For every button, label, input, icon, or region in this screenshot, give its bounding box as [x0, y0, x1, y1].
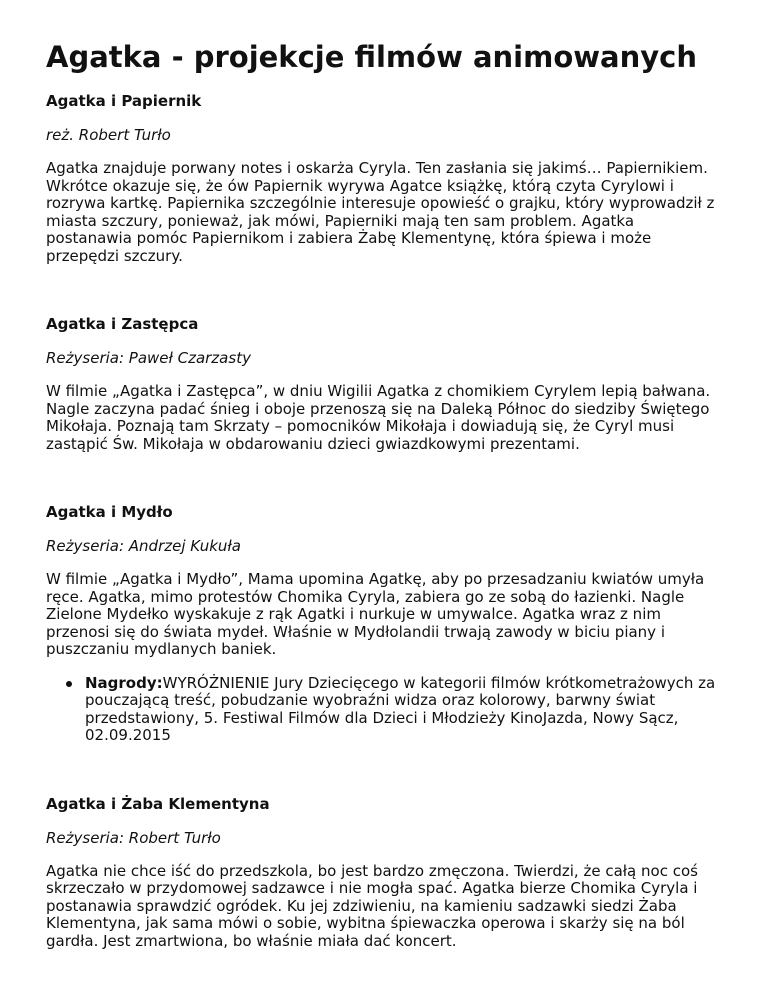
awards-list [46, 675, 722, 745]
film-title: Agatka i Zastępca [46, 315, 199, 333]
film-section [46, 503, 722, 745]
film-section [46, 315, 722, 453]
film-description: W filmie „Agatka i Zastępca”, w dniu Wigilii Agatka z chomikiem Cyrylem lepią bałwana. Nagle zaczyna padać śnieg i oboje przenoszą się na Daleką Północ do siedziby Świętego Mikołaja. Poznają tam Skrzaty – pomocników Mikołaja i dowiadują się, że Cyryl musi zastąpić Św. Mikołaja w obdarowaniu dzieci gwiazdkowymi prezentami. [46, 382, 711, 453]
bullet-icon [66, 681, 72, 687]
film-description: Agatka nie chce iść do przedszkola, bo jest bardzo zmęczona. Twierdzi, że całą noc coś skrzeczało w przydomowej sadzawce i nie mogła spać. Agatka bierze Chomika Cyryla i postanawia sprawdzić ogródek. Ku jej zdziwieniu, na kamieniu sadzawki siedzi Żaba Klementyna, jak sama mówi o sobie, wybitna śpiewaczka operowa i skarży się na ból gardła. Jest zmartwiona, bo właśnie miała dać koncert. [46, 861, 698, 950]
film-director: reż. Robert Turło [46, 126, 171, 144]
award-label: Nagrody: [85, 673, 163, 692]
film-director: Reżyseria: Andrzej Kukuła [46, 537, 241, 555]
film-director: Reżyseria: Robert Turło [46, 828, 221, 847]
award-text: WYRÓŻNIENIE Jury Dziecięcego w kategorii filmów krótkometrażowych za pouczającą treść, pobudzanie wyobraźni widza oraz kolorowy, barwny świat przedstawiony, 5. Festiwal Filmów dla Dzieci i Młodzieży KinoJazda, Nowy Sącz, 02.09.2015 [85, 673, 716, 744]
film-director: Reżyseria: Paweł Czarzasty [46, 349, 251, 367]
film-title: Agatka i Mydło [46, 503, 173, 521]
film-title: Agatka i Papiernik [46, 92, 202, 110]
film-section [46, 795, 722, 951]
page-title: Agatka - projekcje filmów animowanych [46, 40, 697, 74]
film-description: Agatka znajduje porwany notes i oskarża Cyryla. Ten zasłania się jakimś… Papiernikiem. Wkrótce okazuje się, że ów Papiernik wyrywa Agatce książkę, którą czyta Cyrylowi i rozrywa kartkę. Papiernika szczególnie interesuje opowieść o grajku, który wyprowadził z miasta szczury, ponieważ, jak mówi, Papierniki mają ten sam problem. Agatka postanawia pomóc Papiernikom i zabiera Żabę Klementynę, która śpiewa i może przepędzi szczury. [46, 159, 715, 265]
film-title: Agatka i Żaba Klementyna [46, 794, 270, 813]
film-description: W filmie „Agatka i Mydło”, Mama upomina Agatkę, aby po przesadzaniu kwiatów umyła ręce. Agatka, mimo protestów Chomika Cyryla, zabiera go ze sobą do łazienki. Nagle Zielone Mydełko wyskakuje z rąk Agatki i nurkuje w umywalce. Agatka wraz z nim przenosi się do świata mydeł. Właśnie w Mydłolandii trwają zawody w biciu piany i puszczaniu mydlanych baniek. [46, 570, 705, 658]
film-section [46, 92, 722, 265]
award-item [85, 675, 722, 745]
